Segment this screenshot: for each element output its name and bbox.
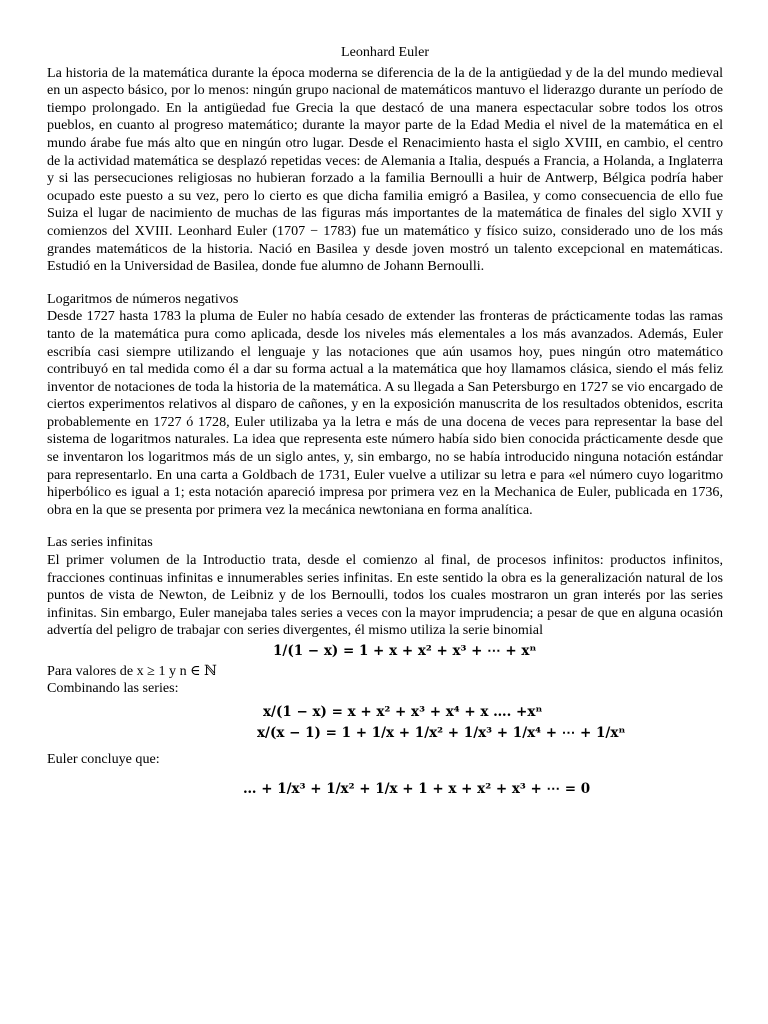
equation-series-one: x/(1 − x) = x + x² + x³ + x⁴ + x …. +xⁿ: [263, 703, 543, 720]
combining-label: Combinando las series:: [47, 680, 179, 697]
equation-binomial-series: 1/(1 − x) = 1 + x + x² + x³ + ⋯ + xⁿ: [273, 643, 537, 659]
series-paragraph: El primer volumen de la Introductio trata, desde el comienzo al final, de procesos infinitos: productos infinitos, fracciones continuas infinitas e innumerables series infinitas. En este sentido la obra es la generalización natural de los puntos de vista de Newton, de Leibniz y de los Bernoulli, todos los cuales mostraron un gran interés por las series infinitas. Sin embargo, Euler manejaba tales series a veces con la mayor imprudencia; a pesar de que en alguna ocasión advertía del peligro de trabajar con series divergentes, él mismo utiliza la serie binomial: [47, 552, 723, 639]
section-heading-logarithms: Logaritmos de números negativos: [47, 290, 239, 307]
section-heading-series: Las series infinitas: [47, 534, 153, 551]
intro-paragraph: La historia de la matemática durante la época moderna se diferencia de la de la antigüedad y de la del mundo medieval en un aspecto básico, por lo menos: ningún grupo nacional de matemáticos mantuvo el liderazgo durante un período de tiempo prolongado. En la antigüedad fue Grecia la que destacó de una manera espectacular sobre todos los otros pueblos, en cuanto al progreso matemático; durante la mayor parte de la Edad Media el nivel de la matemática en el mundo árabe fue más alto que en ningún otro lugar. Desde el Renacimiento hasta el siglo XVIII, en cambio, el centro de la actividad matemática se desplazó repetidas veces: de Alemania a Italia, después a Francia, a Holanda, a Inglaterra y si las persecuciones religiosas no hubieran forzado a la familia Bernoulli a huir de Antwerp, Bélgica podría haber ocupado este puesto a su vez, pero lo cierto es que dicha familia emigró a Basilea, y como consecuencia de ello fue Suiza el lugar de nacimiento de muchas de las figuras más importantes de la matemática de finales del siglo XVII y comienzos del XVIII. Leonhard Euler (1707 − 1783) fue un matemático y físico suizo, considerado uno de los más grandes matemáticos de la historia. Nació en Basilea y desde joven mostró un talento excepcional en matemáticas. Estudió en la Universidad de Basilea, donde fue alumno de Johann Bernoulli.: [47, 64, 723, 275]
equation-euler-conclusion: … + 1/x³ + 1/x² + 1/x + 1 + x + x² + x³ + ⋯ = 0: [243, 780, 591, 797]
conclusion-label: Euler concluye que:: [47, 750, 160, 767]
page-title: Leonhard Euler: [340, 44, 430, 60]
condition-line: Para valores de x ≥ 1 y n ∈ ℕ: [47, 662, 217, 679]
logarithms-paragraph: Desde 1727 hasta 1783 la pluma de Euler no había cesado de extender las fronteras de prácticamente todas las ramas tanto de la matemática pura como aplicada, desde los niveles más elementales a los más avanzados. Además, Euler escribía casi siempre utilizando el lenguaje y las notaciones que aún usamos hoy, pues ningún otro matemático contribuyó en tal medida como él a dar su forma actual a la matemática que hoy llamamos clásica, siendo el más feliz inventor de notaciones de toda la historia de la matemática. A su llegada a San Petersburgo en 1727 se vio encargado de ciertos experimentos relativos al disparo de cañones, y en la exposición manuscrita de los resultados obtenidos, escrita probablemente en 1727 ó 1728, Euler utilizaba ya la letra e más de una docena de veces para representar la base del sistema de logaritmos naturales. La idea que representa este número había sido bien conocida prácticamente desde que se inventaron los logaritmos más de un siglo antes, y, sin embargo, no se había introducido ninguna notación estándar para representarlo. En una carta a Goldbach de 1731, Euler vuelve a utilizar su letra e para «el número cuyo logaritmo hiperbólico es igual a 1; esta notación apareció impresa por primera vez en la Mechanica de Euler, publicada en 1736, obra en la que se presenta por primera vez la mecánica newtoniana en forma analítica.: [47, 308, 723, 518]
equation-series-two: x/(x − 1) = 1 + 1/x + 1/x² + 1/x³ + 1/x⁴ + ⋯ + 1/xⁿ: [257, 725, 626, 742]
document-page: [47, 44, 723, 798]
